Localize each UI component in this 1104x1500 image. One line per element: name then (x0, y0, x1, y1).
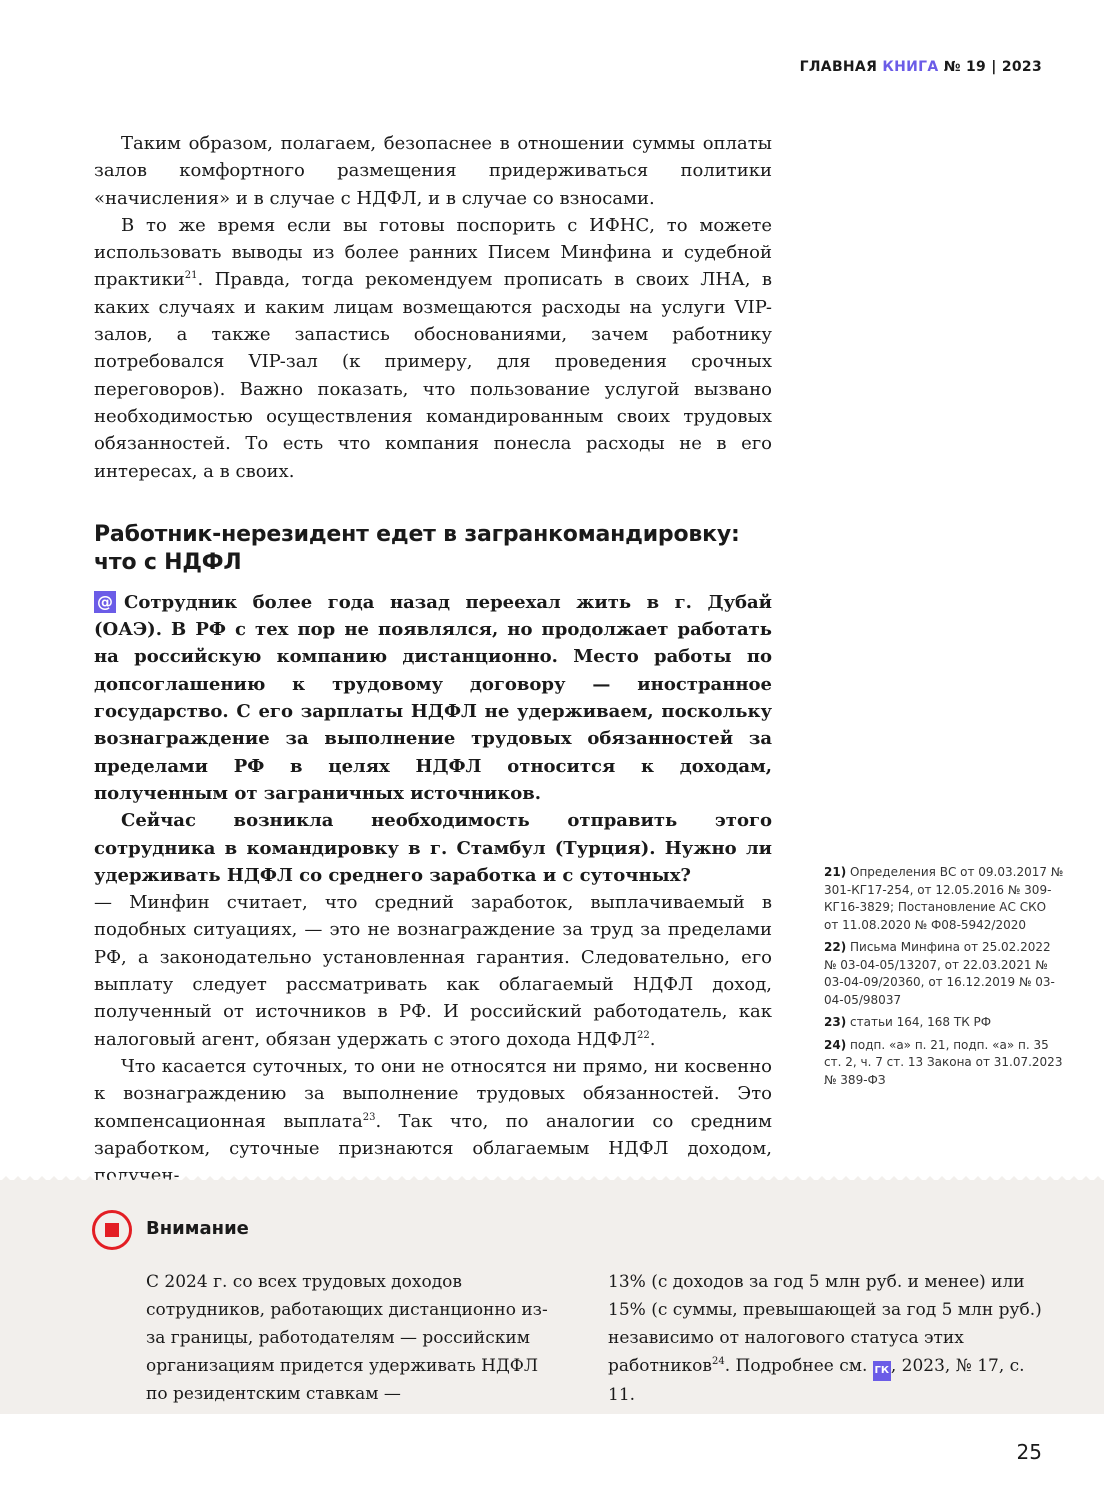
paragraph: Таким образом, полагаем, безопаснее в отношении суммы оплаты залов комфортного размещения придерживаться политики «начисления» и в случае с НДФЛ, и в случае со взносами. (94, 133, 772, 209)
answer-paragraph: — Минфин считает, что средний заработок, выплачиваемый в подобных ситуациях, — это не вознаграждение за труд за пределами РФ, а законодательно установленная гарантия. Следовательно, его выплату следует рассматривать как облагаемый НДФЛ доход, полученный от источников в РФ. И российский работодатель, как налоговый агент, обязан удержать с этого дохода НДФЛ$^{22}$. (94, 892, 772, 1050)
section-heading: Работник-нерезидент едет в загранкомандировку: что с НДФЛ (94, 521, 740, 575)
article-body (94, 130, 772, 1189)
journal-header (800, 59, 1042, 75)
notice-text-column-2: 13% (с доходов за год 5 млн руб. и менее) или 15% (с суммы, превышающей за год 5 млн руб.) независимо от налогового статуса этих работников$^{24}$. Подробнее см. ГК , 2023, № 17, с. 11. (608, 1272, 1042, 1405)
zigzag-edge (0, 1174, 1104, 1182)
notice-title: Внимание (146, 1218, 249, 1239)
footnote-ref[interactable]: 21 (184, 270, 198, 282)
notice-box (0, 1180, 1104, 1414)
gk-journal-icon[interactable]: ГК (873, 1361, 891, 1381)
answer-paragraph: Что касается суточных, то они не относятся ни прямо, ни косвенно к вознаграждению за выполнение трудовых обязанностей. Это компенсационная выплата$^{23}$. Так что, по аналогии со средним заработком, суточные признаются облагаемым НДФЛ доходом, (94, 1055, 772, 1159)
footnote: 22) Письма Минфина от 25.02.2022 № 03-04-05/13207, от 22.03.2021 № 03-04-09/20360, от 16.12.2019 № 03-04-05/98037 (824, 940, 1055, 1007)
footnotes (824, 864, 1064, 1094)
footnote-ref[interactable]: 24 (711, 1356, 725, 1367)
paragraph: В то же время если вы готовы поспорить с ИФНС, то можете использовать выводы из более ранних Писем Минфина и судебной практики$^{21}$. Правда, тогда рекомендуем прописать в своих ЛНА, в каких случаях и каким лицам возмещаются расходы на услуги VIP-залов, а также запастись обоснованиями, зачем работнику потребовался VIP-зал (к примеру, для проведения срочных переговоров). Важно показать, что пользование услугой вызвано необходимостью осуществления командированным своих трудовых обязанностей. То есть что компания понесла расходы не в его интересах, а в своих. (94, 214, 772, 482)
at-icon: @ (94, 591, 116, 613)
notice-text-column-1: С 2024 г. со всех трудовых доходов сотрудников, работающих дистанционно из-за границы, работодателям — российским организациям придется удерживать НДФЛ по резидентским ставкам — (146, 1272, 548, 1404)
journal-title-part1: ГЛАВНАЯ (799, 59, 878, 75)
alert-stop-icon (92, 1210, 132, 1250)
footnote-ref[interactable]: 23 (362, 1111, 376, 1123)
footnote: 24) подп. «а» п. 21, подп. «а» п. 35 ст. 2, ч. 7 ст. 13 Закона от 31.07.2023 № 389-ФЗ (824, 1037, 1063, 1087)
footnote: 21) Определения ВС от 09.03.2017 № 301-КГ17-254, от 12.05.2016 № 309-КГ16-3829; Постановление АС СКО от 11.08.2020 № Ф08-5942/2020 (824, 865, 1064, 932)
question-paragraph: @ Сотрудник более года назад переехал жить в г. Дубай (ОАЭ). В РФ с тех пор не появлялся, но продолжает работать на российскую компанию дистанционно. Место работы по допсоглашению к трудовому договору — иностранное государство. С его зарплаты НДФЛ не удерживаем, поскольку вознаграждение за выполнение трудовых обязанностей за пределами РФ в целях НДФЛ относится к доходам, полученным от заграничных источников. (94, 591, 772, 804)
footnote-ref[interactable]: 22 (636, 1029, 650, 1041)
footnote: 23) статьи 164, 168 ТК РФ (824, 1015, 992, 1029)
issue-number: № 19 | 2023 (943, 59, 1042, 75)
page-number: 25 (1016, 1440, 1042, 1464)
journal-title-accent: КНИГА (882, 59, 939, 75)
question-paragraph: Сейчас возникла необходимость отправить этого сотрудника в командировку в г. Стамбул (Турция). Нужно ли удерживать НДФЛ со среднего заработка и с суточных? (94, 810, 772, 886)
